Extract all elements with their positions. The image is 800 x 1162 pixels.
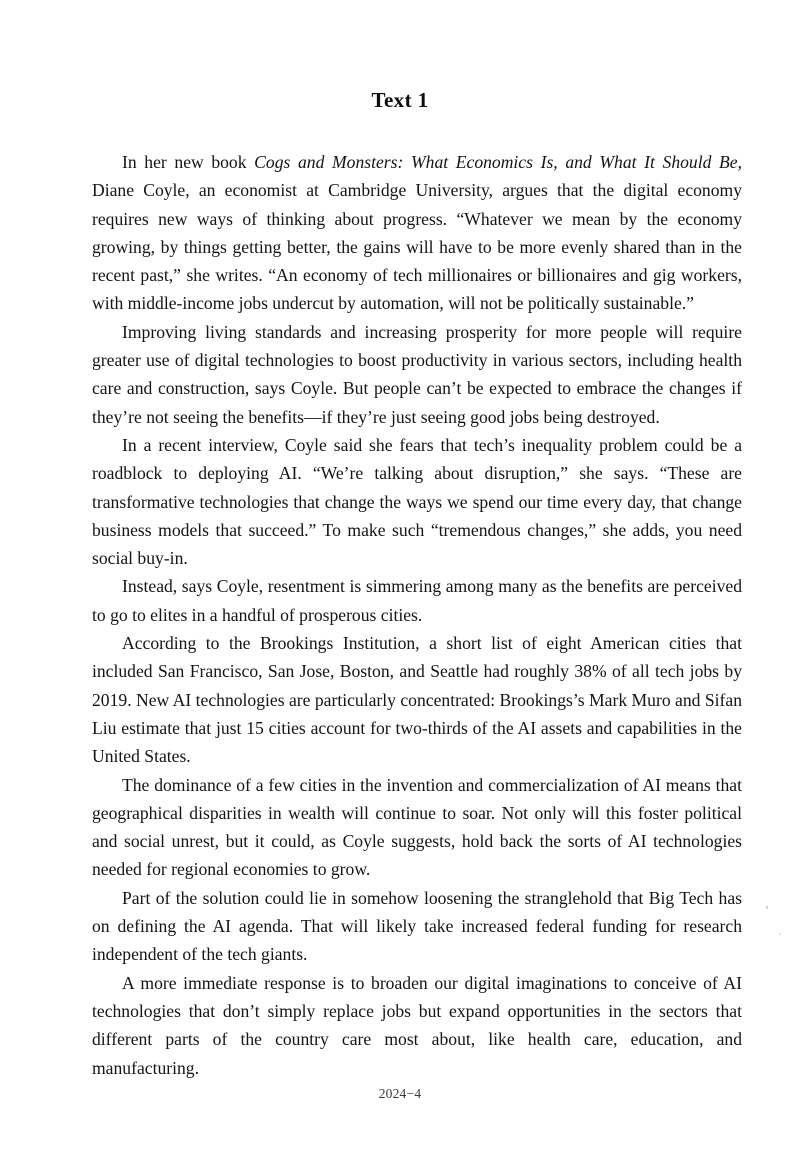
paragraph-text: According to the Brookings Institution, a short list of eight American cities that included San Francisco, San Jose, Boston, and Seattle had roughly 38% of all tech jobs by 2019. New AI technologies are particularly concentrated: Brookings’s Mark Muro and Sifan Liu estimate that just 15 cities account for two-thirds of the AI assets and capabilities in the United States.	[92, 633, 742, 767]
paragraph	[92, 318, 742, 431]
scan-speck	[766, 906, 768, 909]
page-title: Text 1	[371, 88, 429, 112]
paragraph-text: In a recent interview, Coyle said she fears that tech’s inequality problem could be a roadblock to deploying AI. “We’re talking about disruption,” she says. “These are transformative technologies that change the ways we spend our time every day, that change business models that succeed.” To make such “tremendous changes,” she adds, you need social buy-in.	[92, 434, 742, 569]
paragraph-text: Improving living standards and increasing prosperity for more people will require greater use of digital technologies to boost productivity in various sectors, including health care and construction, says Coyle. But people can’t be expected to embrace the changes if they’re not seeing the benefits—if they’re just seeing good jobs being destroyed.	[92, 321, 742, 427]
paragraph-text: Instead, says Coyle, resentment is simmering among many as the benefits are perceived to go to elites in a handful of prosperous cities.	[92, 576, 742, 625]
paragraph-text: The dominance of a few cities in the invention and commercialization of AI means that geographical disparities in wealth will continue to soar. Not only will this foster political and social unrest, but it could, as Coyle suggests, hold back the sorts of AI technologies needed for regional economies to grow.	[92, 774, 742, 880]
paragraph	[92, 572, 742, 629]
paragraph-text: Part of the solution could lie in somehow loosening the stranglehold that Big Tech has on defining the AI agenda. That will likely take increased federal funding for research independent of the tech giants.	[92, 887, 742, 965]
paragraph	[92, 771, 742, 884]
passage-body	[92, 148, 742, 1082]
paragraph-text: In her new book	[122, 152, 255, 172]
paragraph	[92, 431, 742, 572]
paragraph-text: A more immediate response is to broaden our digital imaginations to conceive of AI technologies that don’t simply replace jobs but expand opportunities in the sectors that different parts of the country care most about, like health care, education, and manufacturing.	[92, 972, 742, 1078]
paragraph	[92, 629, 742, 770]
scan-speck	[779, 933, 781, 935]
paragraph-text: , Diane Coyle, an economist at Cambridge University, argues that the digital economy requires new ways of thinking about progress. “Whatever we mean by the economy growing, by things getting better, the gains will have to be more evenly shared than in the recent past,” she writes. “An economy of tech millionaires or billionaires and gig workers, with middle-income jobs undercut by automation, will not be politically sustainable.”	[92, 152, 742, 314]
scan-speck	[629, 830, 631, 832]
page-footer: 2024−4	[378, 1086, 422, 1101]
book-title: Cogs and Monsters: What Economics Is, and What It Should Be	[254, 152, 738, 172]
paragraph	[92, 884, 742, 969]
paragraph	[92, 969, 742, 1082]
paragraph	[92, 148, 742, 318]
